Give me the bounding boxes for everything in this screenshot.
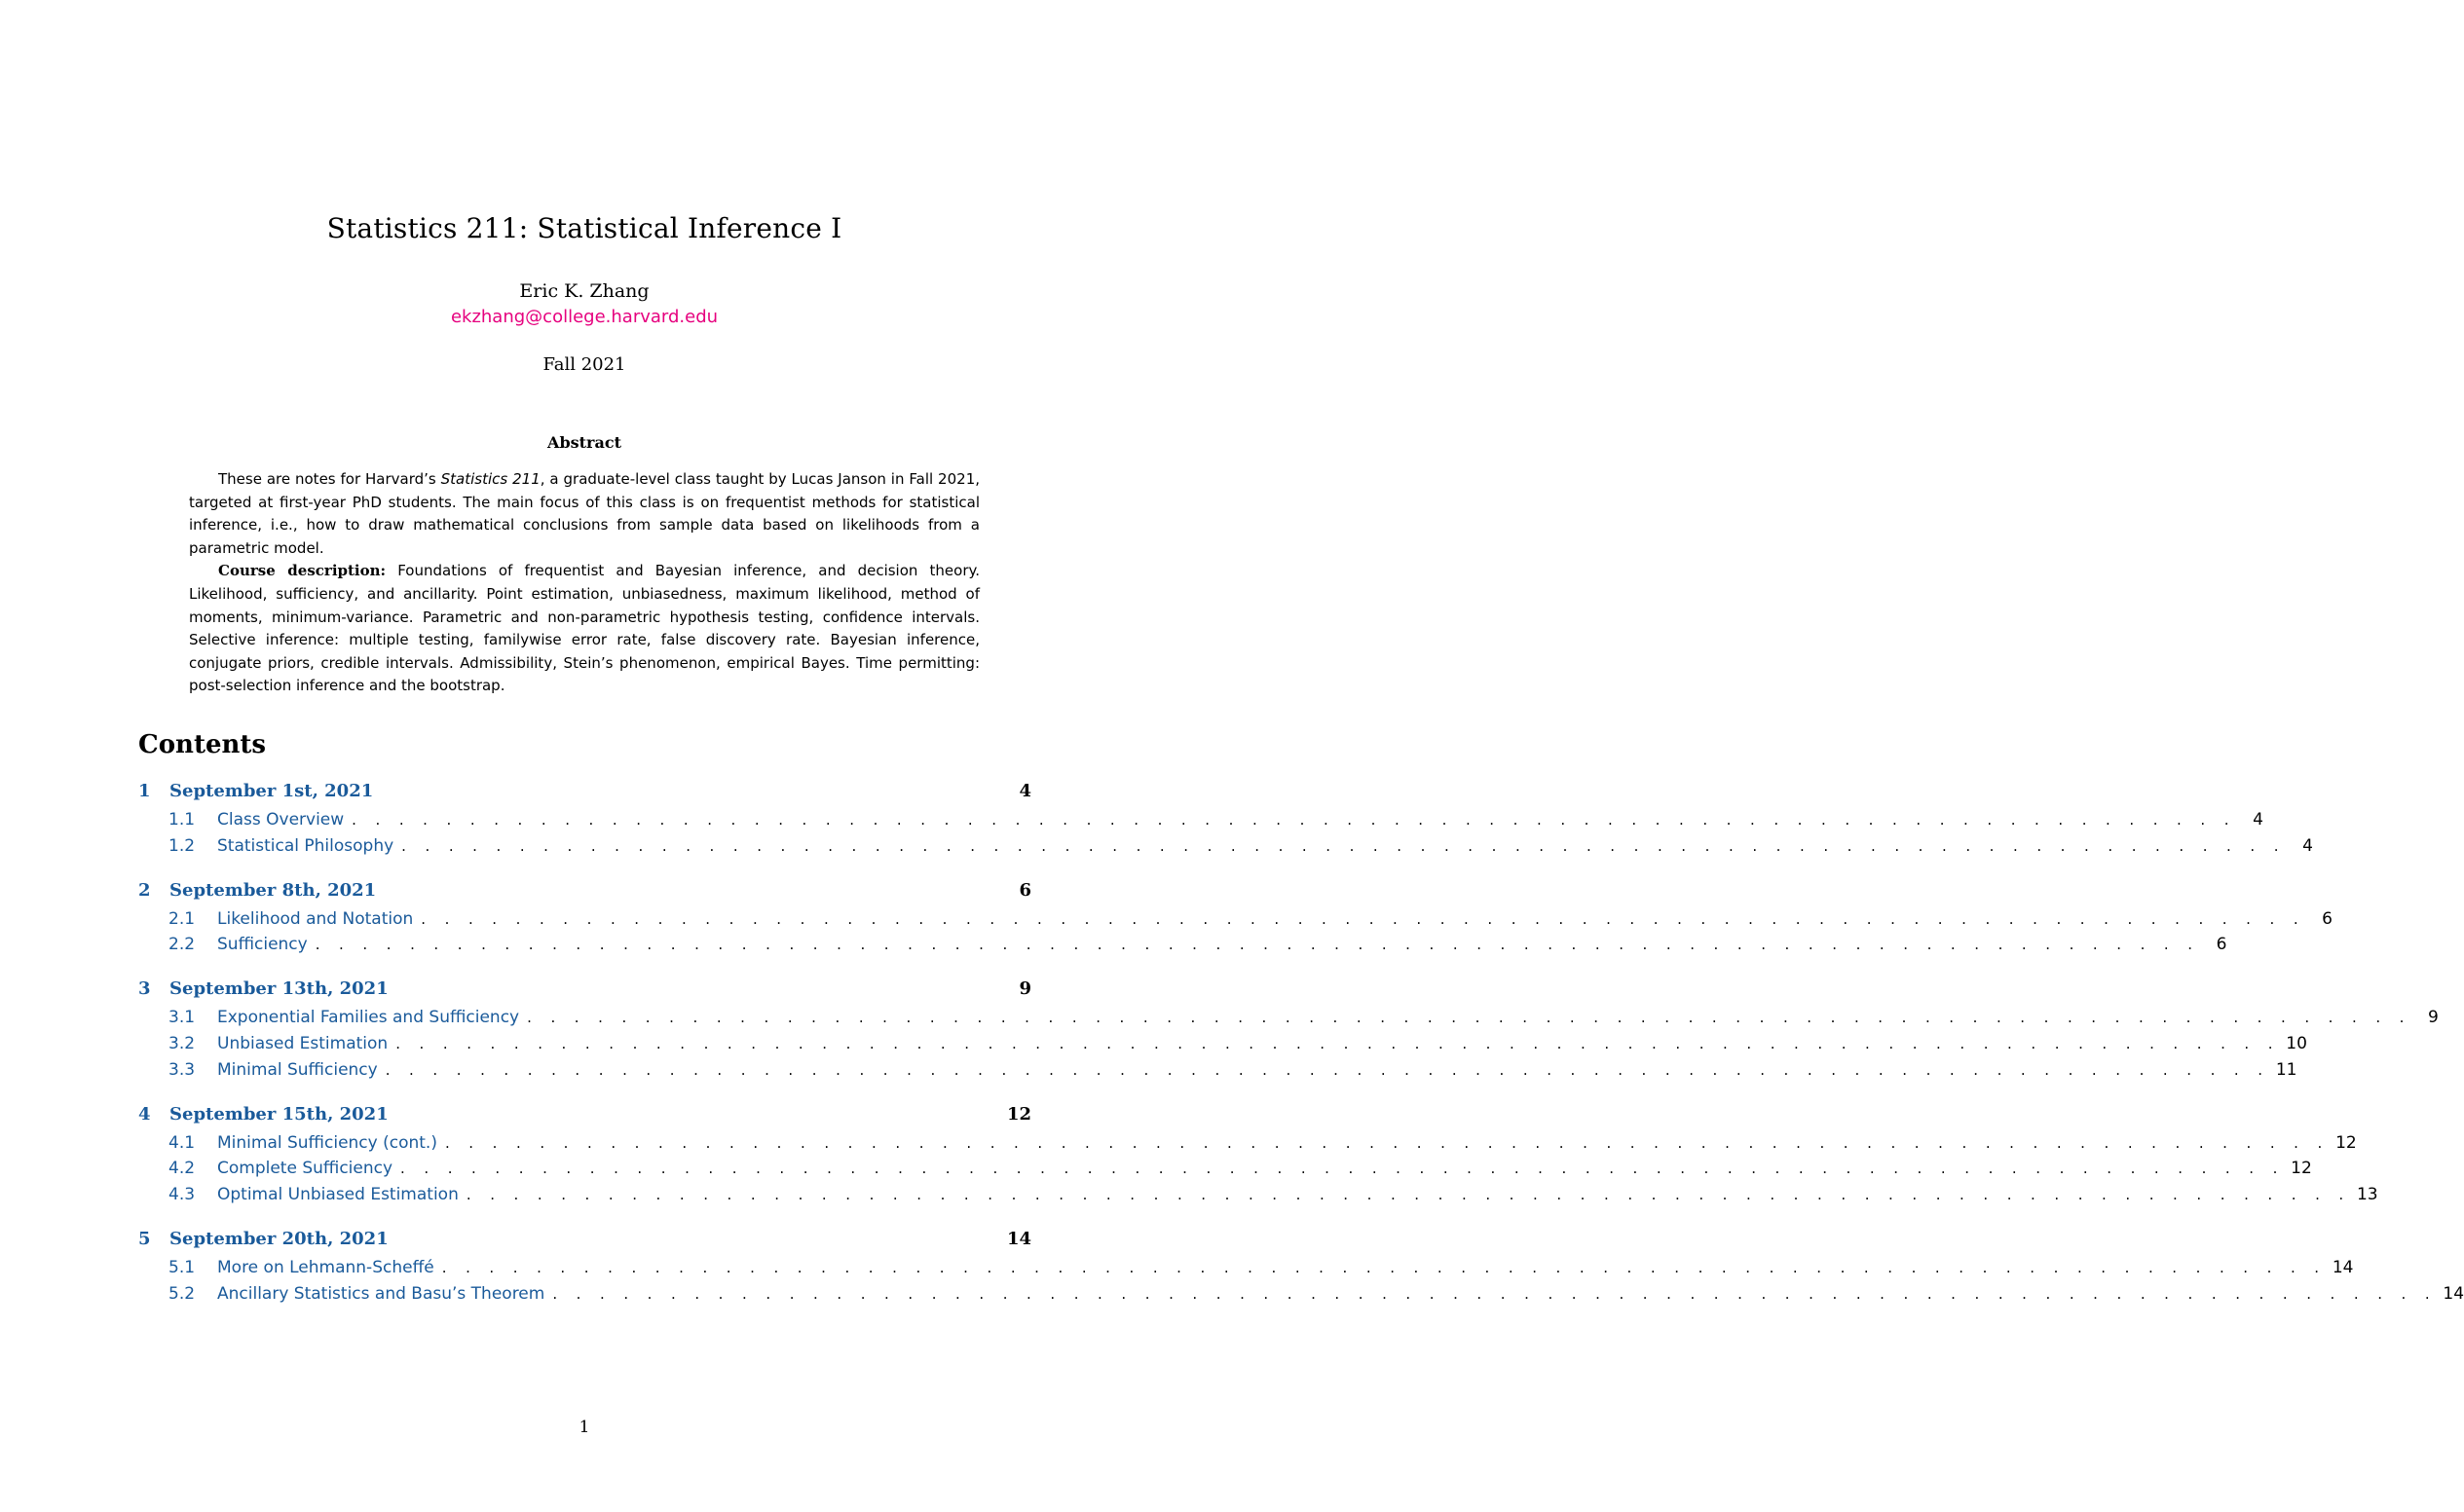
toc-subsection-title: Exponential Families and Sufficiency: [217, 1008, 520, 1028]
toc-subsection-page: 6: [2322, 908, 2333, 929]
toc-section-page: 6: [1019, 879, 1031, 901]
toc-section-number: 3: [138, 978, 151, 1000]
toc-subsection-link[interactable]: [138, 1283, 2464, 1310]
toc-dot-leader: . . . . . . . . . . . . . . . . . . . . . . . . . . . . . . . . . . . . . . . . . . . . . . . . . . . . . . . . . . . . . . . . . . . . . . . . . . . . . . . .: [466, 1186, 2351, 1204]
toc-dot-leader: . . . . . . . . . . . . . . . . . . . . . . . . . . . . . . . . . . . . . . . . . . . . . . . . . . . . . . . . . . . . . . . . . . . . . . . . . . . . . . . .: [441, 1258, 2327, 1276]
toc-section: [138, 978, 2439, 1086]
toc-subsection-title: More on Lehmann-Scheffé: [217, 1257, 434, 1277]
abstract-p1-before: These are notes for Harvard’s: [218, 470, 441, 488]
toc-dot-leader: . . . . . . . . . . . . . . . . . . . . . . . . . . . . . . . . . . . . . . . . . . . . . . . . . . . . . . . . . . . . . . . . . . . . . . . . . . . . . . . .: [315, 936, 2200, 954]
toc-subsection-page: 4: [2302, 835, 2313, 856]
toc-subsection-link[interactable]: [138, 935, 2227, 961]
toc-subsection-page: 4: [2253, 810, 2263, 830]
toc-subsection-page: 10: [2286, 1033, 2307, 1053]
toc-subsection-number: 4.1: [168, 1132, 196, 1153]
toc-subsection-link[interactable]: [138, 1033, 2307, 1060]
toc-subsection-title: Class Overview: [217, 810, 345, 830]
toc-dot-leader: . . . . . . . . . . . . . . . . . . . . . . . . . . . . . . . . . . . . . . . . . . . . . . . . . . . . . . . . . . . . . . . . . . . . . . . . . . . . . . . .: [385, 1060, 2270, 1079]
toc-section-page: 9: [1019, 978, 1031, 1000]
toc-dot-leader: . . . . . . . . . . . . . . . . . . . . . . . . . . . . . . . . . . . . . . . . . . . . . . . . . . . . . . . . . . . . . . . . . . . . . . . . . . . . . . . .: [395, 1034, 2280, 1052]
toc-subsection-page: 12: [2291, 1159, 2312, 1179]
toc-subsection-number: 5.1: [168, 1257, 196, 1277]
toc-section: [138, 1228, 2464, 1310]
toc-subsection-page: 6: [2216, 935, 2227, 955]
toc-dot-leader: . . . . . . . . . . . . . . . . . . . . . . . . . . . . . . . . . . . . . . . . . . . . . . . . . . . . . . . . . . . . . . . . . . . . . . . . . . . . . . . .: [421, 909, 2305, 928]
toc-subsection-page: 14: [2332, 1257, 2354, 1277]
toc-subsection-number: 3.2: [168, 1033, 196, 1053]
toc-subsection-page: 14: [2443, 1283, 2464, 1304]
toc-section-link[interactable]: [138, 1229, 1031, 1258]
toc-subsection-link[interactable]: [138, 1185, 2378, 1211]
toc-subsection-link[interactable]: [138, 1059, 2297, 1087]
toc-subsection-title: Unbiased Estimation: [217, 1033, 389, 1053]
toc-section: [138, 1103, 2378, 1211]
toc-dot-leader: . . . . . . . . . . . . . . . . . . . . . . . . . . . . . . . . . . . . . . . . . . . . . . . . . . . . . . . . . . . . . . . . . . . . . . . . . . . . . . . .: [401, 836, 2286, 855]
page-number: 1: [579, 1418, 590, 1437]
toc-subsection-title: Statistical Philosophy: [217, 835, 394, 856]
toc-subsection-title: Minimal Sufficiency: [217, 1059, 378, 1080]
toc-subsection-number: 3.3: [168, 1059, 196, 1080]
toc-section-title: September 13th, 2021: [169, 978, 389, 1000]
toc-subsection-title: Minimal Sufficiency (cont.): [217, 1132, 437, 1153]
course-description-text: Foundations of frequentist and Bayesian inference, and decision theory. Likelihood, sufficiency, and ancillarity. Point estimation, unbiasedness, maximum likelihood, method of moments, minimum-variance. Parametric and non-parametric hypothesis testing, confidence intervals. Selective inference: multiple testing, familywise error rate, false discovery rate. Bayesian inference, conjugate priors, credible intervals. Admissibility, Stein’s phenomenon, empirical Bayes. Time permitting: post-selection inference and the bootstrap.: [189, 562, 980, 695]
toc-section: [138, 781, 2313, 863]
toc-subsection-number: 4.2: [168, 1159, 196, 1179]
toc-subsection-title: Optimal Unbiased Estimation: [217, 1185, 459, 1205]
toc-subsection-title: Complete Sufficiency: [217, 1159, 393, 1179]
toc-section-number: 2: [138, 879, 151, 901]
contents-heading: Contents: [138, 730, 267, 759]
document-date: Fall 2021: [542, 354, 626, 375]
toc-subsection-link[interactable]: [138, 1257, 2354, 1284]
toc-subsection-link[interactable]: [138, 810, 2263, 836]
toc-dot-leader: . . . . . . . . . . . . . . . . . . . . . . . . . . . . . . . . . . . . . . . . . . . . . . . . . . . . . . . . . . . . . . . . . . . . . . . . . . . . . . . .: [400, 1160, 2285, 1178]
toc-subsection-number: 2.2: [168, 935, 196, 955]
toc-subsection-number: 4.3: [168, 1185, 196, 1205]
toc-subsection-title: Sufficiency: [217, 935, 308, 955]
toc-section-link[interactable]: [138, 978, 1031, 1008]
toc-dot-leader: . . . . . . . . . . . . . . . . . . . . . . . . . . . . . . . . . . . . . . . . . . . . . . . . . . . . . . . . . . . . . . . . . . . . . . . . . . . . . . . .: [444, 1133, 2330, 1152]
toc-subsection-number: 1.1: [168, 810, 196, 830]
toc-section-title: September 8th, 2021: [169, 879, 377, 901]
toc-subsection-page: 11: [2275, 1059, 2297, 1080]
toc-section-page: 12: [1006, 1103, 1031, 1125]
abstract-p1-emph: Statistics 211: [440, 470, 541, 488]
table-of-contents: [138, 781, 2464, 1328]
toc-subsection-title: Ancillary Statistics and Basu’s Theorem: [217, 1283, 545, 1304]
toc-subsection-page: 12: [2335, 1132, 2357, 1153]
toc-subsection-number: 2.1: [168, 908, 196, 929]
toc-section-link[interactable]: [138, 781, 1031, 810]
abstract-heading: Abstract: [547, 433, 621, 452]
course-description-label: Course description:: [218, 562, 387, 580]
toc-section-number: 5: [138, 1228, 151, 1249]
toc-dot-leader: . . . . . . . . . . . . . . . . . . . . . . . . . . . . . . . . . . . . . . . . . . . . . . . . . . . . . . . . . . . . . . . . . . . . . . . . . . . . . . . .: [527, 1009, 2411, 1027]
toc-section-number: 4: [138, 1103, 151, 1125]
toc-subsection-link[interactable]: [138, 908, 2333, 936]
toc-section-page: 14: [1006, 1228, 1031, 1249]
toc-subsection-number: 3.1: [168, 1008, 196, 1028]
toc-subsection-page: 13: [2356, 1185, 2378, 1205]
toc-section-title: September 20th, 2021: [169, 1228, 389, 1249]
toc-subsection-page: 9: [2428, 1008, 2439, 1028]
toc-subsection-number: 5.2: [168, 1283, 196, 1304]
toc-section-link[interactable]: [138, 1104, 1031, 1133]
toc-section: [138, 879, 2333, 962]
abstract-paragraph-1: [189, 468, 980, 560]
toc-subsection-link[interactable]: [138, 1132, 2357, 1160]
toc-section-page: 4: [1019, 781, 1031, 801]
toc-subsection-link[interactable]: [138, 1159, 2312, 1185]
abstract-body: [189, 468, 980, 698]
toc-subsection-link[interactable]: [138, 1008, 2439, 1034]
toc-section-title: September 15th, 2021: [169, 1103, 389, 1125]
toc-dot-leader: . . . . . . . . . . . . . . . . . . . . . . . . . . . . . . . . . . . . . . . . . . . . . . . . . . . . . . . . . . . . . . . . . . . . . . . . . . . . . . . .: [352, 811, 2236, 829]
toc-subsection-number: 1.2: [168, 835, 196, 856]
author-name: Eric K. Zhang: [519, 280, 650, 302]
toc-dot-leader: . . . . . . . . . . . . . . . . . . . . . . . . . . . . . . . . . . . . . . . . . . . . . . . . . . . . . . . . . . . . . . . . . . . . . . . . . . . . . . . .: [552, 1284, 2438, 1303]
toc-subsection-link[interactable]: [138, 835, 2313, 863]
author-email-link[interactable]: ekzhang@college.harvard.edu: [450, 307, 719, 327]
abstract-paragraph-2: [189, 560, 980, 698]
toc-section-title: September 1st, 2021: [169, 781, 374, 801]
toc-subsection-title: Likelihood and Notation: [217, 908, 414, 929]
document-title: Statistics 211: Statistical Inference I: [326, 212, 842, 244]
abstract-p1-after: , a graduate-level class taught by Lucas Janson in Fall 2021, targeted at first-year PhD students. The main focus of this class is on frequentist methods for statistical inference, i.e., how to draw mathematical conclusions from sample data based on likelihoods from a parametric model.: [189, 470, 981, 557]
toc-section-number: 1: [138, 781, 151, 801]
toc-section-link[interactable]: [138, 880, 1031, 909]
